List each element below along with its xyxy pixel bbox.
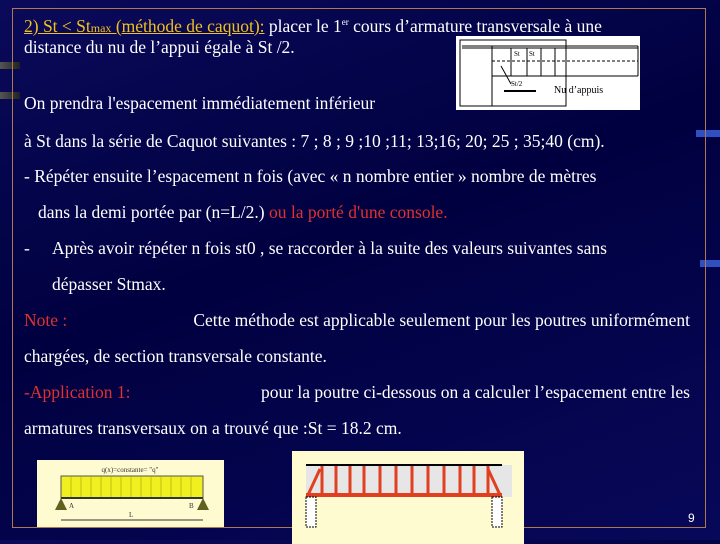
- beam-diagram: [37, 460, 224, 527]
- line-4: à St dans la série de Caquot suivantes : 7 ; 8 ; 9 ;10 ;11; 13;16; 20; 25 ; 35;40 (cm).: [24, 131, 605, 151]
- b-label: B: [189, 502, 194, 510]
- application: [24, 382, 690, 402]
- heading-text: 2) St < St: [24, 15, 91, 36]
- text: cours d’armature transversale à une: [348, 15, 602, 36]
- note-text: Cette méthode est applicable seulement pour les poutres uniformément: [193, 310, 690, 330]
- a-label: A: [69, 502, 75, 510]
- heading-sub: max: [90, 20, 112, 35]
- support-diagram: [456, 36, 640, 110]
- page-number: 9: [688, 511, 695, 525]
- note: [24, 310, 690, 330]
- sup: er: [341, 17, 349, 27]
- dash: -: [24, 238, 30, 258]
- line-1: [24, 12, 602, 38]
- text: dans la demi portée par (n=L/2.): [38, 202, 265, 222]
- nu-label: Nu d’appuis: [554, 85, 604, 96]
- app-text: pour la poutre ci-dessous on a calculer l’espacement entre les: [260, 382, 690, 402]
- text: placer le 1: [264, 15, 342, 36]
- line-2: distance du nu de l’appui égale à St /2.: [24, 37, 295, 57]
- app-line-2: armatures transversaux on a trouvé que :St = 18.2 cm.: [24, 418, 402, 438]
- line-5: - Répéter ensuite l’espacement n fois (avec « n nombre entier » nombre de mètres: [24, 166, 597, 186]
- heading: [24, 16, 265, 36]
- app-label: -Application 1:: [24, 382, 131, 402]
- line-7: Après avoir répéter n fois st0 , se raccorder à la suite des valeurs suivantes sans: [52, 238, 607, 258]
- reinforcement-diagram: [292, 451, 524, 544]
- heading-paren: (méthode de caquot):: [111, 15, 265, 36]
- line-6: [38, 202, 448, 222]
- note-line-2: chargées, de section transversale constante.: [24, 346, 327, 366]
- load-label: q(x)=constante= "q": [101, 466, 159, 474]
- note-label: Note :: [24, 310, 68, 330]
- l-label: L: [129, 511, 134, 519]
- red-text: ou la porté d'une console.: [264, 202, 448, 222]
- st-label: St: [529, 50, 535, 58]
- st-label: St: [514, 50, 520, 58]
- half-label: St/2: [511, 80, 523, 88]
- line-8: dépasser Stmax.: [52, 274, 166, 294]
- line-3: On prendra l'espacement immédiatement inférieur: [24, 93, 376, 113]
